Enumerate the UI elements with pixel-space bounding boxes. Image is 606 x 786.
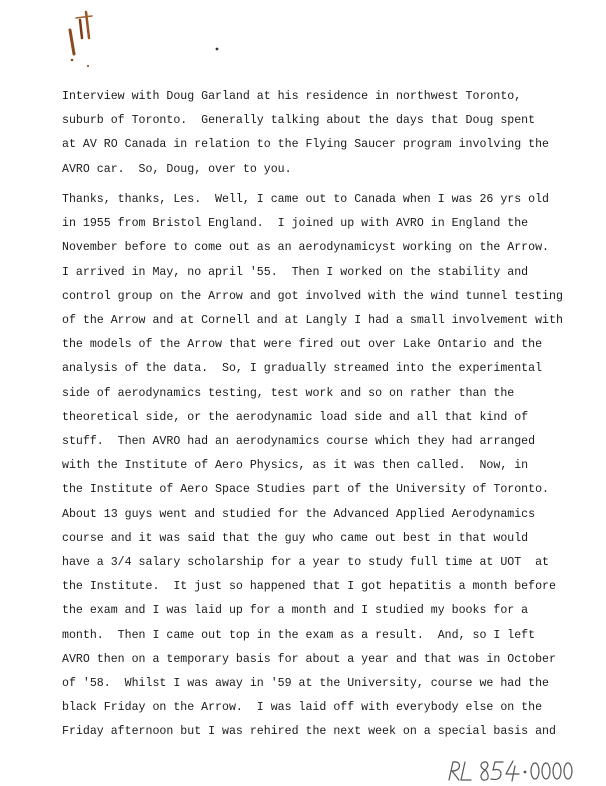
text-line: I arrived in May, no april '55. Then I worked on the stability and: [62, 265, 529, 279]
text-line: control group on the Arrow and got involved with the wind tunnel testing: [62, 289, 563, 303]
text-line: Interview with Doug Garland at his residence in northwest Toronto,: [62, 90, 522, 103]
rust-stain-mark: [62, 8, 112, 68]
text-line: Friday afternoon but I was rehired the next week on a special basis and: [62, 725, 556, 739]
text-line: side of aerodynamics testing, test work and so on rather than the: [62, 386, 515, 400]
text-line: of '58. Whilst I was away in '59 at the University, course we had the: [62, 677, 550, 691]
handwritten-reference-mark: [445, 758, 575, 784]
text-line: black Friday on the Arrow. I was laid off with everybody else on the: [62, 701, 543, 715]
speck-mark: [214, 46, 220, 52]
text-line: Thanks, thanks, Les. Well, I came out to Canada when I was 26 yrs old: [62, 193, 550, 206]
text-line: of the Arrow and at Cornell and at Langly I had a small involvement with: [62, 314, 563, 328]
text-line: the exam and I was laid up for a month and I studied my books for a: [62, 604, 529, 618]
text-line: the Institute. It just so happened that I got hepatitis a month before: [62, 580, 556, 594]
text-line: stuff. Then AVRO had an aerodynamics course which they had arranged: [62, 435, 536, 449]
text-line: have a 3/4 salary scholarship for a year to study full time at UOT at: [62, 556, 550, 570]
text-line: AVRO then on a temporary basis for about a year and that was in October: [62, 652, 556, 666]
text-line: November before to come out as an aerodynamicyst working on the Arrow.: [62, 241, 550, 255]
text-line: analysis of the data. So, I gradually streamed into the experimental: [62, 362, 543, 376]
text-line: in 1955 from Bristol England. I joined up with AVRO in England the: [62, 217, 529, 231]
text-line: About 13 guys went and studied for the Advanced Applied Aerodynamics: [62, 507, 536, 521]
interview-response-paragraph: [62, 188, 563, 745]
text-line: the models of the Arrow that were fired out over Lake Ontario and the: [62, 338, 543, 352]
text-line: with the Institute of Aero Physics, as it was then called. Now, in: [62, 459, 529, 473]
text-line: suburb of Toronto. Generally talking about the days that Doug spent: [62, 114, 536, 128]
text-line: course and it was said that the guy who came out best in that would: [62, 531, 529, 545]
text-line: month. Then I came out top in the exam as a result. And, so I left: [62, 628, 536, 642]
text-line: AVRO car. So, Doug, over to you.: [62, 162, 292, 176]
text-line: the Institute of Aero Space Studies part of the University of Toronto.: [62, 483, 550, 497]
intro-paragraph: [62, 85, 549, 182]
text-line: at AV RO Canada in relation to the Flying Saucer program involving the: [62, 138, 550, 152]
text-line: theoretical side, or the aerodynamic load side and all that kind of: [62, 410, 529, 424]
